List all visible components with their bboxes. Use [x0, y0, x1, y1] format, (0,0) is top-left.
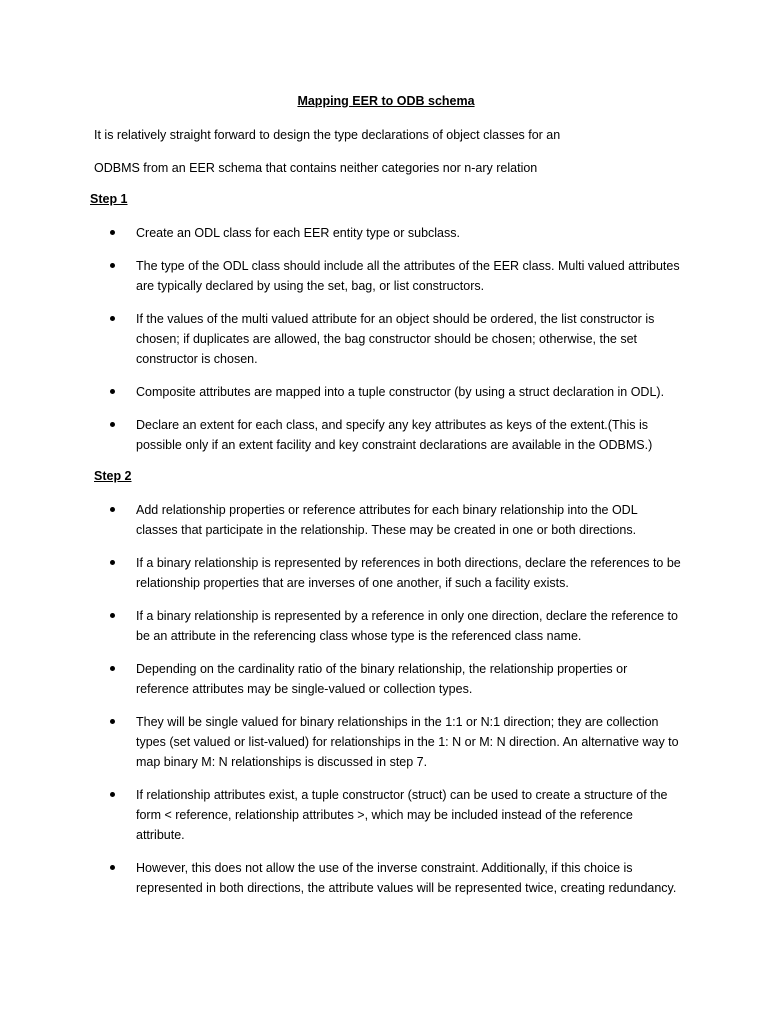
intro-line-2: ODBMS from an EER schema that contains neither categories nor n-ary relation	[94, 161, 538, 175]
step-1-item-3: If the values of the multi valued attribute for an object should be ordered, the list constructor is chosen; if duplicates are allowed, the bag constructor should be chosen; otherwise, the set constructor is chosen.	[136, 312, 655, 366]
step-1-item-4: Composite attributes are mapped into a tuple constructor (by using a struct declaration in ODL).	[136, 385, 665, 399]
step-2-item-1: Add relationship properties or reference attributes for each binary relationship into the ODL classes that participate in the relationship. These may be created in one or both directions.	[136, 503, 638, 537]
bullet-icon	[110, 712, 118, 732]
step-1-heading: Step 1	[90, 192, 128, 206]
step-2-item-3: If a binary relationship is represented by a reference in only one direction, declare the reference to be an attribute in the referencing class whose type is the referenced class name.	[136, 609, 678, 643]
intro-line-1: It is relatively straight forward to design the type declarations of object classes for an	[94, 128, 561, 142]
bullet-icon	[110, 223, 118, 243]
bullet-icon	[110, 382, 118, 402]
bullet-icon	[110, 553, 118, 573]
step-2-item-4: Depending on the cardinality ratio of the binary relationship, the relationship properties or reference attributes may be single-valued or collection types.	[136, 662, 628, 696]
bullet-icon	[110, 256, 118, 276]
document-title: Mapping EER to ODB schema	[297, 94, 475, 108]
bullet-icon	[110, 858, 118, 878]
bullet-icon	[110, 309, 118, 329]
bullet-icon	[110, 606, 118, 626]
step-2-item-6: If relationship attributes exist, a tuple constructor (struct) can be used to create a structure of the form < reference, relationship attributes >, which may be included instead of the reference attribute.	[136, 788, 668, 842]
step-2-heading: Step 2	[94, 469, 132, 483]
bullet-icon	[110, 785, 118, 805]
bullet-icon	[110, 659, 118, 679]
step-2-item-7: However, this does not allow the use of the inverse constraint. Additionally, if this choice is represented in both directions, the attribute values will be represented twice, creating redundancy.	[136, 861, 677, 895]
step-1-item-5: Declare an extent for each class, and specify any key attributes as keys of the extent.(This is possible only if an extent facility and key constraint declarations are available in the ODBMS.)	[136, 418, 653, 452]
bullet-icon	[110, 415, 118, 435]
step-1-item-2: The type of the ODL class should include all the attributes of the EER class. Multi valued attributes are typically declared by using the set, bag, or list constructors.	[136, 259, 680, 293]
bullet-icon	[110, 500, 118, 520]
step-2-item-5: They will be single valued for binary relationships in the 1:1 or N:1 direction; they are collection types (set valued or list-valued) for relationships in the 1: N or M: N direction. An alternative way to map binary M: N relationships is discussed in step 7.	[136, 715, 679, 769]
step-1-item-1: Create an ODL class for each EER entity type or subclass.	[136, 226, 460, 240]
step-2-item-2: If a binary relationship is represented by references in both directions, declare the references to be relationship properties that are inverses of one another, if such a facility exists.	[136, 556, 681, 590]
